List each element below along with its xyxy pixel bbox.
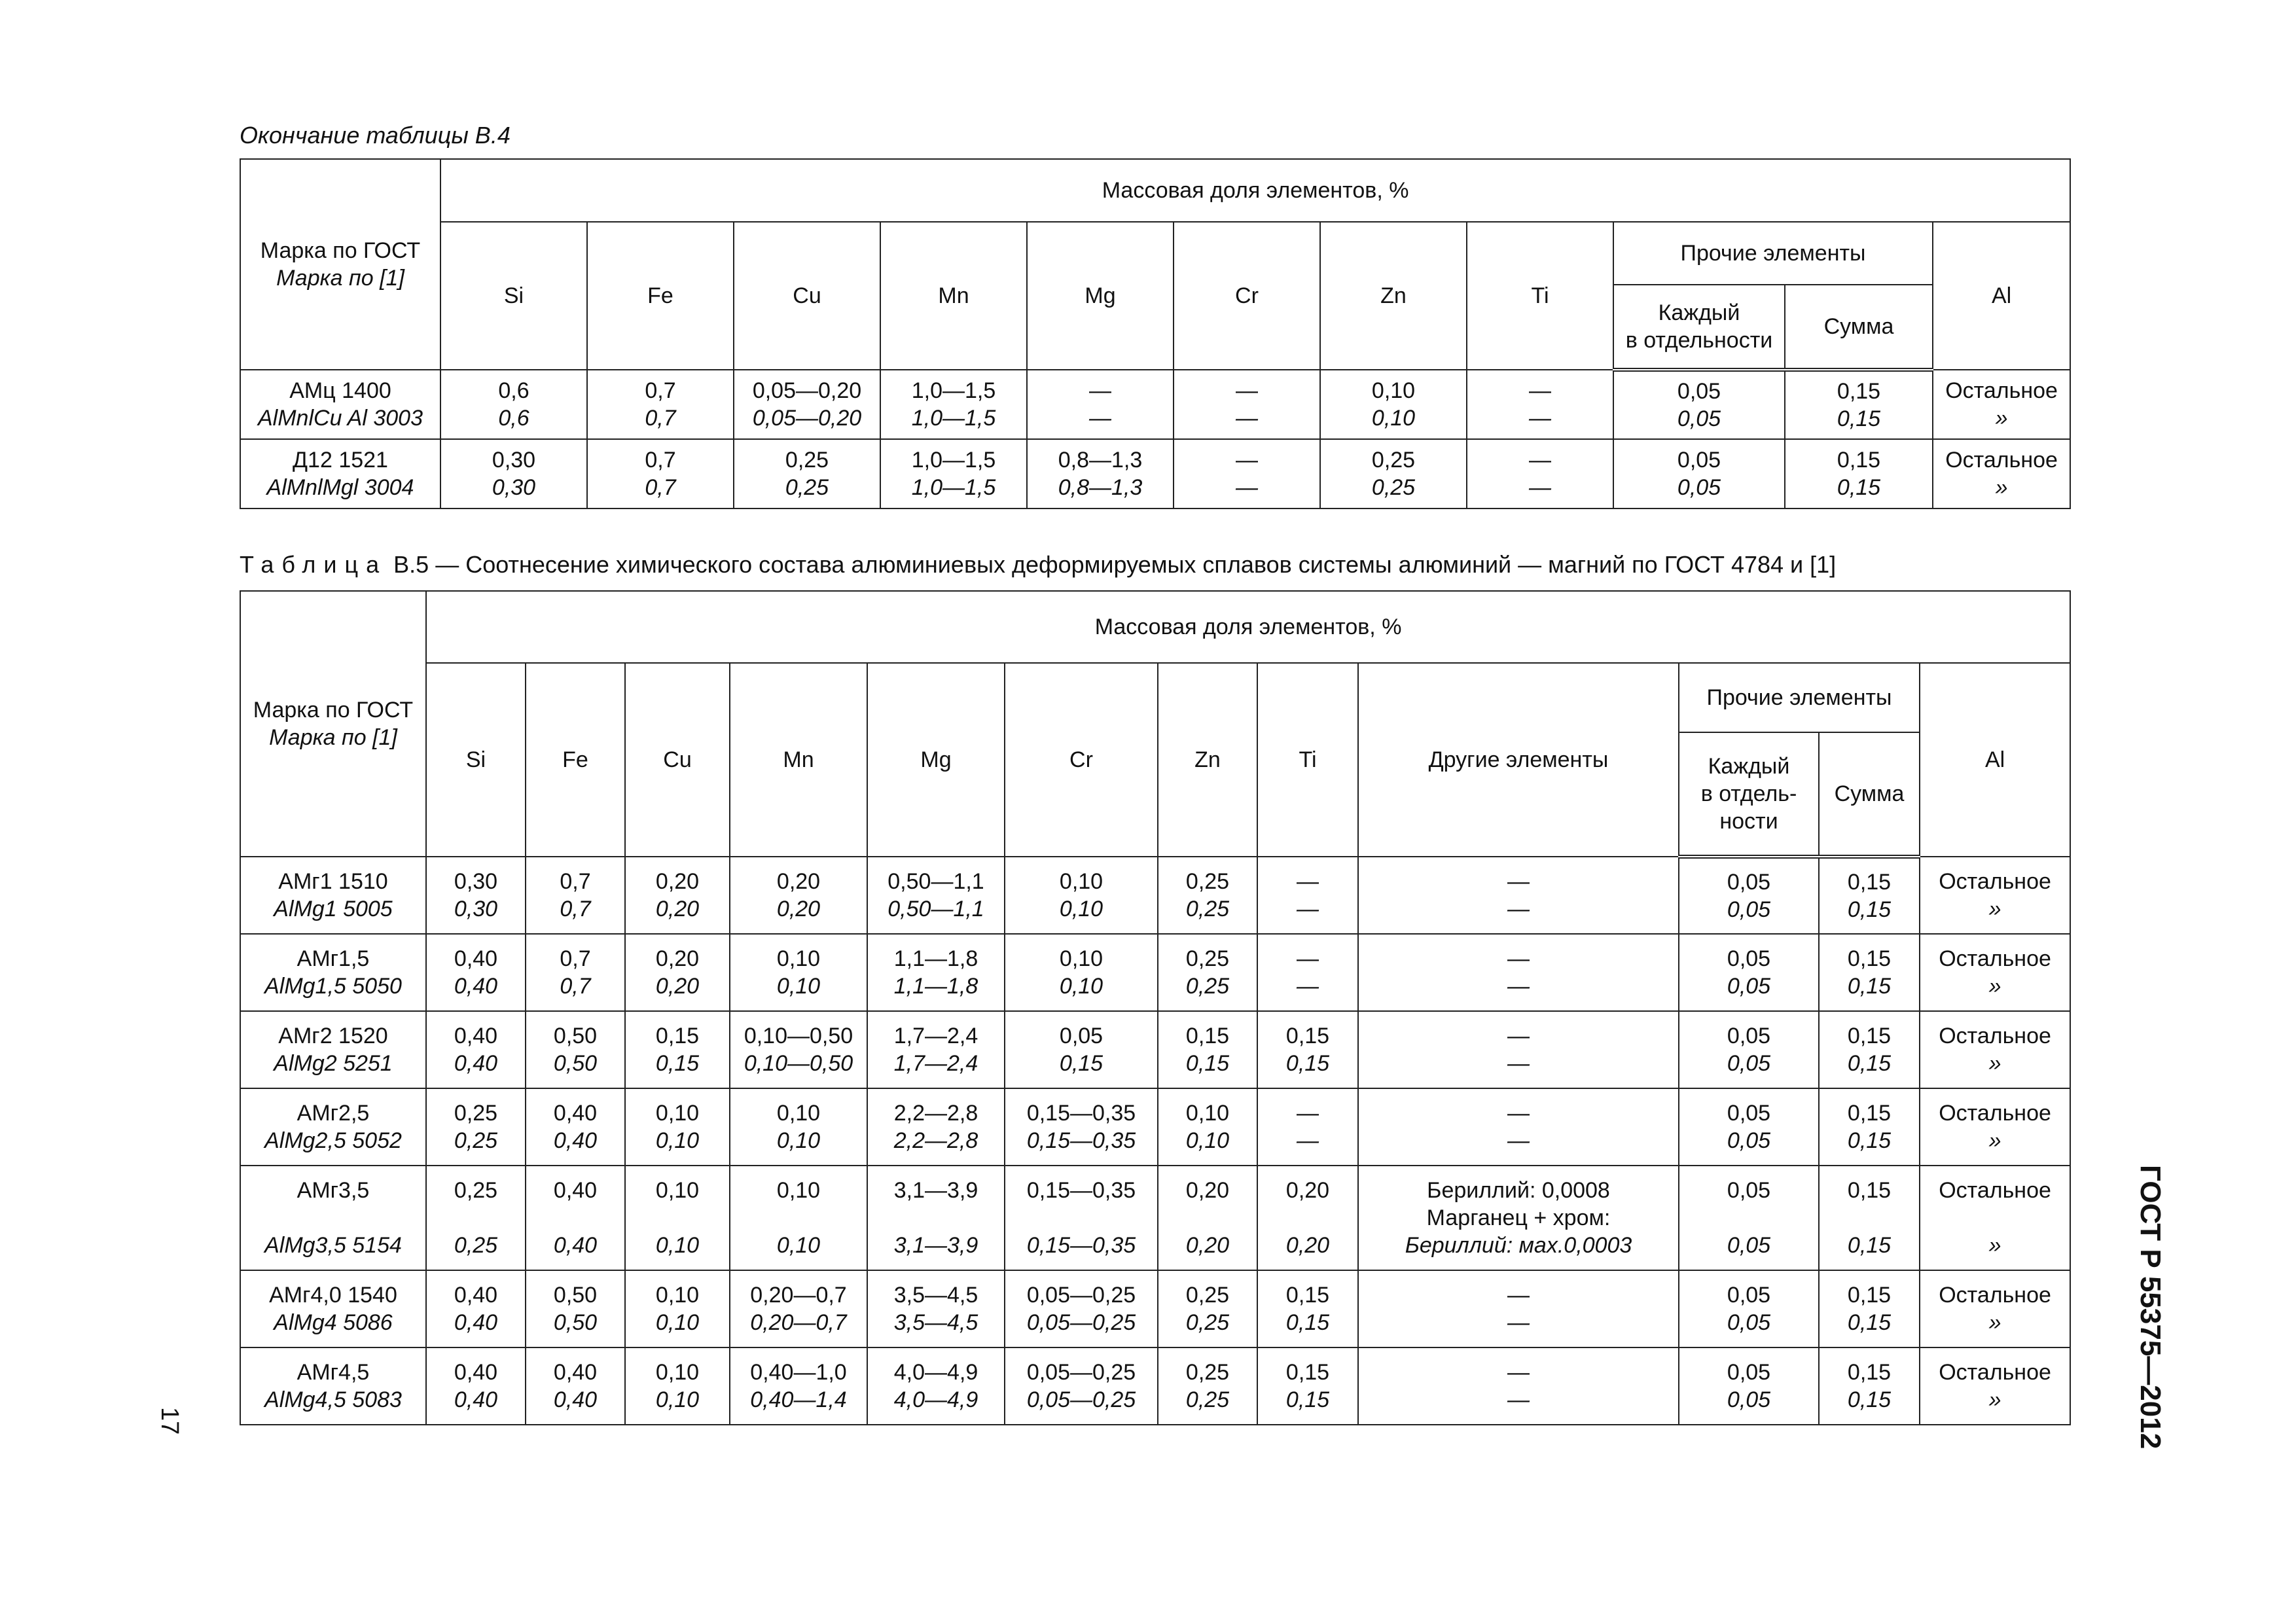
cell-cr: 0,10 0,10 (1005, 857, 1158, 934)
cell-sum: 0,15 0,15 (1819, 1270, 1920, 1347)
table-row (240, 439, 2070, 508)
cell-cu: 0,15 0,15 (625, 1011, 730, 1088)
cell-each: 0,05 0,05 (1679, 1088, 1819, 1166)
table-row (240, 1166, 2070, 1270)
header-sum: Сумма (1785, 285, 1933, 370)
cell-sum: 0,15 0,15 (1819, 857, 1920, 934)
cell-other: — — (1358, 1270, 1679, 1347)
cell-ti: 0,15 0,15 (1257, 1270, 1358, 1347)
header-other-elements: Другие элементы (1358, 663, 1679, 857)
cell-si: 0,6 0,6 (440, 370, 587, 439)
cell-sum: 0,15 0,15 (1785, 439, 1933, 508)
header-grade: Марка по ГОСТ Марка по [1] (240, 591, 426, 857)
cell-cr: 0,05 0,15 (1005, 1011, 1158, 1088)
cell-al: Остальное » (1920, 1347, 2070, 1425)
cell-cu: 0,10 0,10 (625, 1270, 730, 1347)
cell-sum: 0,15 0,15 (1819, 1011, 1920, 1088)
cell-zn: 0,25 0,25 (1158, 857, 1257, 934)
cell-si: 0,40 0,40 (426, 1347, 526, 1425)
cell-each: 0,05 0,05 (1613, 370, 1785, 439)
cell-cr: 0,15—0,35 0,15—0,35 (1005, 1166, 1158, 1270)
cell-mg: 3,1—3,9 3,1—3,9 (867, 1166, 1005, 1270)
cell-mn: 0,20—0,7 0,20—0,7 (730, 1270, 867, 1347)
header-si: Si (440, 222, 587, 370)
cell-mn: 0,40—1,0 0,40—1,4 (730, 1347, 867, 1425)
cell-each: 0,05 0,05 (1679, 1347, 1819, 1425)
cell-ti: — — (1257, 1088, 1358, 1166)
table-b5-body (240, 857, 2070, 1425)
cell-zn: 0,25 0,25 (1158, 934, 1257, 1011)
table-row (240, 857, 2070, 934)
cell-mn: 0,20 0,20 (730, 857, 867, 934)
cell-fe: 0,40 0,40 (526, 1088, 625, 1166)
header-al: Al (1920, 663, 2070, 857)
cell-fe: 0,40 0,40 (526, 1166, 625, 1270)
header-other-group: Прочие элементы (1679, 663, 1920, 732)
cell-mg: 4,0—4,9 4,0—4,9 (867, 1347, 1005, 1425)
header-mn: Mn (730, 663, 867, 857)
header-cr: Cr (1174, 222, 1320, 370)
header-grade: Марка по ГОСТ Марка по [1] (240, 159, 440, 370)
cell-zn: 0,10 0,10 (1158, 1088, 1257, 1166)
cell-other: — — (1358, 1011, 1679, 1088)
cell-ti: 0,15 0,15 (1257, 1347, 1358, 1425)
cell-ti: — — (1257, 934, 1358, 1011)
table-row (240, 370, 2070, 439)
cell-cr: — — (1174, 370, 1320, 439)
cell-zn: 0,25 0,25 (1158, 1270, 1257, 1347)
cell-zn: 0,25 0,25 (1320, 439, 1467, 508)
cell-grade: АМг3,5 AlMg3,5 5154 (240, 1166, 426, 1270)
cell-grade: АМг4,5 AlMg4,5 5083 (240, 1347, 426, 1425)
cell-si: 0,25 0,25 (426, 1166, 526, 1270)
standard-designation: ГОСТ Р 55375—2012 (2134, 1165, 2166, 1450)
cell-sum: 0,15 0,15 (1819, 1166, 1920, 1270)
cell-zn: 0,25 0,25 (1158, 1347, 1257, 1425)
header-mg: Mg (867, 663, 1005, 857)
cell-si: 0,25 0,25 (426, 1088, 526, 1166)
header-other-group: Прочие элементы (1613, 222, 1933, 285)
header-ti: Ti (1257, 663, 1358, 857)
cell-mn: 1,0—1,5 1,0—1,5 (880, 370, 1027, 439)
cell-mg: 0,50—1,1 0,50—1,1 (867, 857, 1005, 934)
cell-mn: 1,0—1,5 1,0—1,5 (880, 439, 1027, 508)
cell-si: 0,40 0,40 (426, 934, 526, 1011)
table-row (240, 1011, 2070, 1088)
cell-mn: 0,10 0,10 (730, 934, 867, 1011)
header-fe: Fe (526, 663, 625, 857)
cell-al: Остальное » (1933, 439, 2070, 508)
page-number: 17 (156, 1407, 183, 1435)
cell-si: 0,30 0,30 (426, 857, 526, 934)
header-cu: Cu (625, 663, 730, 857)
header-al: Al (1933, 222, 2070, 370)
cell-ti: 0,15 0,15 (1257, 1011, 1358, 1088)
cell-mg: — — (1027, 370, 1174, 439)
cell-other: — — (1358, 1347, 1679, 1425)
cell-si: 0,40 0,40 (426, 1270, 526, 1347)
cell-cu: 0,05—0,20 0,05—0,20 (734, 370, 880, 439)
cell-al: Остальное » (1920, 1270, 2070, 1347)
cell-cu: 0,10 0,10 (625, 1347, 730, 1425)
header-mg: Mg (1027, 222, 1174, 370)
header-fe: Fe (587, 222, 734, 370)
cell-each: 0,05 0,05 (1613, 439, 1785, 508)
cell-other: — — (1358, 857, 1679, 934)
cell-zn: 0,10 0,10 (1320, 370, 1467, 439)
cell-al: Остальное » (1933, 370, 2070, 439)
cell-mg: 1,7—2,4 1,7—2,4 (867, 1011, 1005, 1088)
cell-other: — — (1358, 934, 1679, 1011)
cell-zn: 0,15 0,15 (1158, 1011, 1257, 1088)
cell-cu: 0,25 0,25 (734, 439, 880, 508)
cell-sum: 0,15 0,15 (1785, 370, 1933, 439)
cell-fe: 0,7 0,7 (526, 934, 625, 1011)
cell-grade: АМг4,0 1540 AlMg4 5086 (240, 1270, 426, 1347)
cell-other: Бериллий: 0,0008 Марганец + хром: Бериллий: мах.0,0003 (1358, 1166, 1679, 1270)
cell-al: Остальное » (1920, 1011, 2070, 1088)
cell-zn: 0,20 0,20 (1158, 1166, 1257, 1270)
cell-ti: 0,20 0,20 (1257, 1166, 1358, 1270)
header-each: Каждый в отдельности (1613, 285, 1785, 370)
cell-sum: 0,15 0,15 (1819, 1347, 1920, 1425)
cell-mn: 0,10 0,10 (730, 1166, 867, 1270)
cell-sum: 0,15 0,15 (1819, 934, 1920, 1011)
table-b4-continuation-caption: Окончание таблицы В.4 (240, 122, 511, 149)
cell-grade: АМц 1400 AlMnlCu Al 3003 (240, 370, 440, 439)
cell-cr: 0,05—0,25 0,05—0,25 (1005, 1270, 1158, 1347)
header-zn: Zn (1158, 663, 1257, 857)
cell-cu: 0,10 0,10 (625, 1166, 730, 1270)
cell-each: 0,05 0,05 (1679, 857, 1819, 934)
cell-al: Остальное » (1920, 1166, 2070, 1270)
cell-ti: — — (1257, 857, 1358, 934)
header-mass-fraction: Массовая доля элементов, % (440, 159, 2070, 222)
header-mass-fraction: Массовая доля элементов, % (426, 591, 2070, 663)
table-b4 (240, 158, 2071, 509)
cell-fe: 0,7 0,7 (526, 857, 625, 934)
table-b5 (240, 590, 2071, 1425)
cell-al: Остальное » (1920, 934, 2070, 1011)
header-mn: Mn (880, 222, 1027, 370)
header-si: Si (426, 663, 526, 857)
cell-cr: 0,05—0,25 0,05—0,25 (1005, 1347, 1158, 1425)
cell-grade: АМг2 1520 AlMg2 5251 (240, 1011, 426, 1088)
cell-each: 0,05 0,05 (1679, 1166, 1819, 1270)
table-b5-caption: Таблица В.5 — Соотнесение химического состава алюминиевых деформируемых сплавов системы алюминий — магний по ГОСТ 4784 и [1] (240, 551, 1837, 578)
cell-mg: 2,2—2,8 2,2—2,8 (867, 1088, 1005, 1166)
cell-mn: 0,10 0,10 (730, 1088, 867, 1166)
table-row (240, 1270, 2070, 1347)
cell-mg: 1,1—1,8 1,1—1,8 (867, 934, 1005, 1011)
cell-each: 0,05 0,05 (1679, 1270, 1819, 1347)
header-ti: Ti (1467, 222, 1613, 370)
cell-grade: АМг1,5 AlMg1,5 5050 (240, 934, 426, 1011)
cell-mg: 3,5—4,5 3,5—4,5 (867, 1270, 1005, 1347)
cell-grade: АМг2,5 AlMg2,5 5052 (240, 1088, 426, 1166)
cell-al: Остальное » (1920, 1088, 2070, 1166)
cell-si: 0,30 0,30 (440, 439, 587, 508)
table-row (240, 1347, 2070, 1425)
cell-mg: 0,8—1,3 0,8—1,3 (1027, 439, 1174, 508)
cell-other: — — (1358, 1088, 1679, 1166)
header-cu: Cu (734, 222, 880, 370)
cell-si: 0,40 0,40 (426, 1011, 526, 1088)
table-row (240, 1088, 2070, 1166)
cell-cr: 0,10 0,10 (1005, 934, 1158, 1011)
cell-each: 0,05 0,05 (1679, 1011, 1819, 1088)
header-cr: Cr (1005, 663, 1158, 857)
header-zn: Zn (1320, 222, 1467, 370)
header-each: Каждый в отдель- ности (1679, 732, 1819, 857)
cell-ti: — — (1467, 439, 1613, 508)
cell-each: 0,05 0,05 (1679, 934, 1819, 1011)
cell-grade: Д12 1521 AlMnlMgl 3004 (240, 439, 440, 508)
cell-sum: 0,15 0,15 (1819, 1088, 1920, 1166)
cell-al: Остальное » (1920, 857, 2070, 934)
cell-cr: 0,15—0,35 0,15—0,35 (1005, 1088, 1158, 1166)
cell-fe: 0,40 0,40 (526, 1347, 625, 1425)
cell-fe: 0,7 0,7 (587, 439, 734, 508)
cell-cu: 0,20 0,20 (625, 857, 730, 934)
cell-fe: 0,50 0,50 (526, 1011, 625, 1088)
header-sum: Сумма (1819, 732, 1920, 857)
cell-cu: 0,20 0,20 (625, 934, 730, 1011)
cell-fe: 0,7 0,7 (587, 370, 734, 439)
cell-mn: 0,10—0,50 0,10—0,50 (730, 1011, 867, 1088)
table-b4-body (240, 370, 2070, 508)
cell-ti: — — (1467, 370, 1613, 439)
cell-cr: — — (1174, 439, 1320, 508)
cell-fe: 0,50 0,50 (526, 1270, 625, 1347)
table-row (240, 934, 2070, 1011)
cell-cu: 0,10 0,10 (625, 1088, 730, 1166)
cell-grade: АМг1 1510 AlMg1 5005 (240, 857, 426, 934)
